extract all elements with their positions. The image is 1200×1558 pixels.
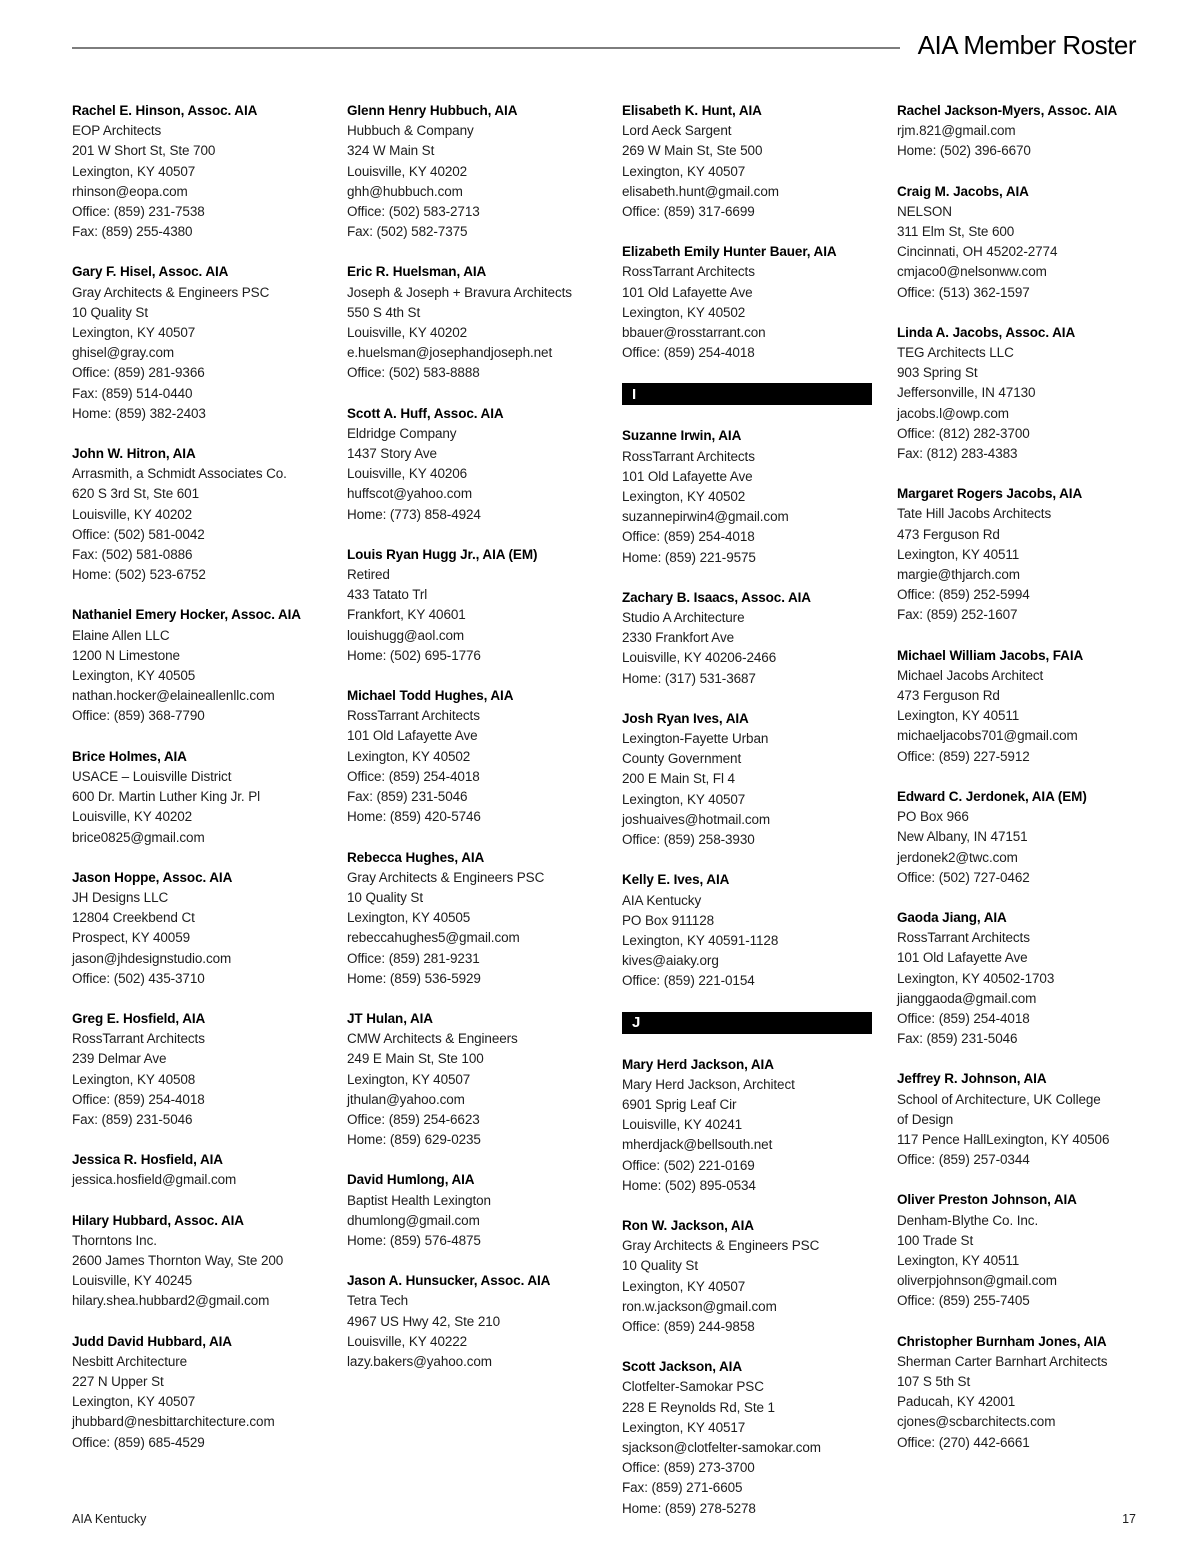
member-detail-line: Office: (859) 227-5912 xyxy=(897,748,1030,764)
member-detail-line: Office: (859) 252-5994 xyxy=(897,587,1030,603)
member-entry xyxy=(72,101,327,242)
member-detail-line: Office: (859) 255-7405 xyxy=(897,1293,1030,1309)
member-name: Judd David Hubbard, AIA xyxy=(72,1333,232,1349)
member-entry xyxy=(347,101,602,242)
member-detail-line: Office: (859) 273-3700 xyxy=(622,1460,755,1476)
member-detail-line: 101 Old Lafayette Ave xyxy=(347,728,478,744)
member-detail-line: 4967 US Hwy 42, Ste 210 xyxy=(347,1313,501,1329)
member-entry xyxy=(622,1055,877,1196)
member-detail-line: 101 Old Lafayette Ave xyxy=(897,950,1028,966)
member-detail-line: 10 Quality St xyxy=(347,889,423,905)
member-detail-line: Prospect, KY 40059 xyxy=(72,930,191,946)
member-name: Jessica R. Hosfield, AIA xyxy=(72,1152,223,1168)
member-entry xyxy=(897,1190,1152,1311)
member-detail-line: Tetra Tech xyxy=(347,1293,409,1309)
member-detail-line: Lexington, KY 40502 xyxy=(622,304,746,320)
member-detail-line: 473 Ferguson Rd xyxy=(897,688,1000,704)
member-detail-line: nathan.hocker@elaineallenllc.com xyxy=(72,688,275,704)
page-header xyxy=(72,30,1136,61)
member-name: Margaret Rogers Jacobs, AIA xyxy=(897,486,1083,502)
section-banner-J xyxy=(622,1012,872,1034)
member-detail-line: huffscot@yahoo.com xyxy=(347,486,472,502)
member-detail-line: 2600 James Thornton Way, Ste 200 xyxy=(72,1252,284,1268)
member-detail-line: ghisel@gray.com xyxy=(72,345,174,361)
member-entry xyxy=(622,101,877,222)
roster-column xyxy=(897,101,1152,1539)
member-detail-line: Clotfelter-Samokar PSC xyxy=(622,1379,764,1395)
member-detail-line: Lord Aeck Sargent xyxy=(622,123,732,139)
member-detail-line: 12804 Creekbend Ct xyxy=(72,910,195,926)
member-detail-line: Louisville, KY 40202 xyxy=(347,163,468,179)
member-name: Greg E. Hosfield, AIA xyxy=(72,1010,206,1026)
member-entry xyxy=(897,101,1152,162)
member-detail-line: Lexington, KY 40507 xyxy=(72,325,196,341)
member-detail-line: Louisville, KY 40241 xyxy=(622,1117,743,1133)
member-name: Gaoda Jiang, AIA xyxy=(897,909,1007,925)
member-name: Rachel E. Hinson, Assoc. AIA xyxy=(72,103,258,118)
member-detail-line: Office: (502) 581-0042 xyxy=(72,526,205,542)
member-detail-line: Louisville, KY 40206 xyxy=(347,466,468,482)
member-detail-line: Office: (859) 281-9231 xyxy=(347,950,480,966)
member-detail-line: cjones@scbarchitects.com xyxy=(897,1414,1056,1430)
member-entry xyxy=(622,709,877,850)
member-detail-line: bbauer@rosstarrant.con xyxy=(622,325,766,341)
member-detail-line: Office: (859) 281-9366 xyxy=(72,365,205,381)
member-name: Suzanne Irwin, AIA xyxy=(622,428,742,444)
member-detail-line: Office: (859) 254-4018 xyxy=(622,529,755,545)
member-detail-line: suzannepirwin4@gmail.com xyxy=(622,509,789,525)
member-detail-line: RossTarrant Architects xyxy=(622,448,755,464)
member-name: Jeffrey R. Johnson, AIA xyxy=(897,1071,1047,1087)
member-detail-line: Fax: (812) 283-4383 xyxy=(897,446,1018,462)
member-detail-line: Lexington, KY 40511 xyxy=(897,546,1020,562)
member-detail-line: 100 Trade St xyxy=(897,1232,974,1248)
member-name: Rebecca Hughes, AIA xyxy=(347,849,485,865)
member-detail-line: AIA Kentucky xyxy=(622,892,702,908)
roster-column xyxy=(622,101,877,1539)
member-entry xyxy=(72,1332,327,1453)
member-detail-line: Fax: (502) 581-0886 xyxy=(72,547,193,563)
member-detail-line: Office: (859) 254-6623 xyxy=(347,1111,480,1127)
member-detail-line: margie@thjarch.com xyxy=(897,567,1020,583)
member-detail-line: Office: (502) 435-3710 xyxy=(72,970,205,986)
roster-column xyxy=(347,101,602,1539)
member-detail-line: Lexington, KY 40507 xyxy=(622,791,746,807)
member-detail-line: Home: (859) 576-4875 xyxy=(347,1232,481,1248)
member-detail-line: jhubbard@nesbittarchitecture.com xyxy=(72,1414,275,1430)
member-detail-line: Lexington, KY 40507 xyxy=(622,163,746,179)
member-detail-line: sjackson@clotfelter-samokar.com xyxy=(622,1439,821,1455)
member-detail-line: Office: (270) 442-6661 xyxy=(897,1434,1030,1450)
member-detail-line: Lexington, KY 40511 xyxy=(897,1252,1020,1268)
member-detail-line: oliverpjohnson@gmail.com xyxy=(897,1273,1057,1289)
member-detail-line: Lexington, KY 40507 xyxy=(72,163,196,179)
member-detail-line: ghh@hubbuch.com xyxy=(347,183,463,199)
member-name: Michael Todd Hughes, AIA xyxy=(347,688,514,704)
member-entry xyxy=(347,686,602,827)
member-detail-line: Office: (502) 583-2713 xyxy=(347,204,480,220)
member-detail-line: cmjaco0@nelsonww.com xyxy=(897,264,1047,280)
member-detail-line: Frankfort, KY 40601 xyxy=(347,607,466,623)
member-detail-line: Fax: (859) 271-6605 xyxy=(622,1480,743,1496)
member-name: Linda A. Jacobs, Assoc. AIA xyxy=(897,324,1076,340)
member-detail-line: kives@aiaky.org xyxy=(622,953,719,969)
member-detail-line: Studio A Architecture xyxy=(622,610,745,626)
member-entry xyxy=(622,242,877,363)
member-entry xyxy=(622,426,877,567)
member-detail-line: Office: (513) 362-1597 xyxy=(897,284,1030,300)
member-entry xyxy=(347,1271,602,1372)
member-entry xyxy=(72,1009,327,1130)
member-detail-line: Office: (812) 282-3700 xyxy=(897,425,1030,441)
member-detail-line: Louisville, KY 40245 xyxy=(72,1273,193,1289)
member-entry xyxy=(897,182,1152,303)
member-entry xyxy=(347,262,602,383)
member-detail-line: Lexington, KY 40502-1703 xyxy=(897,970,1055,986)
member-detail-line: PO Box 911128 xyxy=(622,912,715,928)
member-detail-line: Gray Architects & Engineers PSC xyxy=(622,1238,820,1254)
member-detail-line: PO Box 966 xyxy=(897,809,969,825)
member-name: Craig M. Jacobs, AIA xyxy=(897,183,1029,199)
member-detail-line: louishugg@aol.com xyxy=(347,627,465,643)
member-detail-line: Fax: (859) 231-5046 xyxy=(72,1111,193,1127)
member-detail-line: jthulan@yahoo.com xyxy=(347,1091,465,1107)
member-detail-line: RossTarrant Architects xyxy=(347,708,480,724)
member-detail-line: Jeffersonville, IN 47130 xyxy=(897,385,1036,401)
member-detail-line: 200 E Main St, Fl 4 xyxy=(622,771,735,787)
member-name: David Humlong, AIA xyxy=(347,1172,475,1188)
member-detail-line: 107 S 5th St xyxy=(897,1373,971,1389)
member-detail-line: Fax: (502) 582-7375 xyxy=(347,224,468,240)
member-detail-line: Office: (859) 258-3930 xyxy=(622,832,755,848)
member-entry xyxy=(897,484,1152,625)
member-detail-line: 324 W Main St xyxy=(347,143,435,159)
member-name: Scott A. Huff, Assoc. AIA xyxy=(347,405,504,421)
member-detail-line: hilary.shea.hubbard2@gmail.com xyxy=(72,1293,270,1309)
member-detail-line: Home: (859) 382-2403 xyxy=(72,405,206,421)
member-detail-line: Baptist Health Lexington xyxy=(347,1192,491,1208)
member-detail-line: elisabeth.hunt@gmail.com xyxy=(622,183,779,199)
member-detail-line: 550 S 4th St xyxy=(347,304,421,320)
member-detail-line: RossTarrant Architects xyxy=(72,1031,205,1047)
member-name: Josh Ryan Ives, AIA xyxy=(622,710,749,726)
member-detail-line: Michael Jacobs Architect xyxy=(897,667,1044,683)
member-detail-line: ron.w.jackson@gmail.com xyxy=(622,1298,777,1314)
member-name: Zachary B. Isaacs, Assoc. AIA xyxy=(622,589,811,605)
member-detail-line: Lexington, KY 40507 xyxy=(347,1071,471,1087)
member-name: Mary Herd Jackson, AIA xyxy=(622,1056,774,1072)
member-detail-line: Mary Herd Jackson, Architect xyxy=(622,1076,795,1092)
member-detail-line: 239 Delmar Ave xyxy=(72,1051,167,1067)
member-detail-line: Home: (859) 221-9575 xyxy=(622,549,756,565)
member-detail-line: Home: (502) 695-1776 xyxy=(347,647,481,663)
member-detail-line: Fax: (859) 514-0440 xyxy=(72,385,193,401)
member-name: Edward C. Jerdonek, AIA (EM) xyxy=(897,788,1087,804)
member-detail-line: 10 Quality St xyxy=(72,304,148,320)
member-name: Kelly E. Ives, AIA xyxy=(622,872,730,888)
member-name: Hilary Hubbard, Assoc. AIA xyxy=(72,1212,244,1228)
member-detail-line: Cincinnati, OH 45202-2774 xyxy=(897,244,1058,260)
member-name: Glenn Henry Hubbuch, AIA xyxy=(347,103,518,118)
member-detail-line: jianggaoda@gmail.com xyxy=(897,990,1037,1006)
member-detail-line: Fax: (859) 255-4380 xyxy=(72,224,193,240)
member-detail-line: Office: (502) 727-0462 xyxy=(897,869,1030,885)
member-detail-line: Office: (502) 221-0169 xyxy=(622,1157,755,1173)
member-detail-line: County Government xyxy=(622,751,742,767)
member-detail-line: 10 Quality St xyxy=(622,1258,698,1274)
member-detail-line: Fax: (859) 231-5046 xyxy=(897,1031,1018,1047)
member-name: Ron W. Jackson, AIA xyxy=(622,1217,754,1233)
member-detail-line: Office: (502) 583-8888 xyxy=(347,365,480,381)
member-detail-line: Eldridge Company xyxy=(347,425,457,441)
member-detail-line: Paducah, KY 42001 xyxy=(897,1394,1016,1410)
member-name: Scott Jackson, AIA xyxy=(622,1359,742,1375)
member-detail-line: Home: (773) 858-4924 xyxy=(347,506,481,522)
member-detail-line: Lexington-Fayette Urban xyxy=(622,731,769,747)
member-detail-line: 269 W Main St, Ste 500 xyxy=(622,143,763,159)
member-detail-line: Louisville, KY 40202 xyxy=(347,325,468,341)
member-detail-line: Office: (859) 244-9858 xyxy=(622,1318,755,1334)
header-rule xyxy=(72,47,900,49)
member-detail-line: Arrasmith, a Schmidt Associates Co. xyxy=(72,466,287,482)
member-detail-line: e.huelsman@josephandjoseph.net xyxy=(347,345,553,361)
member-entry xyxy=(347,848,602,989)
member-detail-line: Office: (859) 231-7538 xyxy=(72,204,205,220)
member-detail-line: brice0825@gmail.com xyxy=(72,829,205,845)
member-entry xyxy=(347,545,602,666)
member-detail-line: NELSON xyxy=(897,203,952,219)
member-detail-line: 1200 N Limestone xyxy=(72,647,180,663)
member-name: Gary F. Hisel, Assoc. AIA xyxy=(72,264,229,280)
member-name: Oliver Preston Johnson, AIA xyxy=(897,1192,1077,1208)
member-detail-line: jason@jhdesignstudio.com xyxy=(72,950,232,966)
member-name: Christopher Burnham Jones, AIA xyxy=(897,1333,1107,1349)
page-number: 17 xyxy=(1122,1512,1136,1526)
member-name: John W. Hitron, AIA xyxy=(72,446,196,462)
member-detail-line: Lexington, KY 40507 xyxy=(622,1278,746,1294)
member-detail-line: 101 Old Lafayette Ave xyxy=(622,284,753,300)
member-detail-line: Office: (859) 254-4018 xyxy=(622,345,755,361)
member-detail-line: Home: (502) 396-6670 xyxy=(897,143,1031,159)
member-detail-line: Office: (859) 254-4018 xyxy=(897,1010,1030,1026)
member-detail-line: Louisville, KY 40202 xyxy=(72,809,193,825)
member-detail-line: 433 Tatato Trl xyxy=(347,587,428,603)
member-name: Jason A. Hunsucker, Assoc. AIA xyxy=(347,1273,551,1289)
member-detail-line: lazy.bakers@yahoo.com xyxy=(347,1353,492,1369)
member-detail-line: Retired xyxy=(347,567,390,583)
member-detail-line: School of Architecture, UK College xyxy=(897,1091,1101,1107)
member-detail-line: CMW Architects & Engineers xyxy=(347,1031,518,1047)
member-detail-line: Office: (859) 685-4529 xyxy=(72,1434,205,1450)
member-detail-line: Lexington, KY 40502 xyxy=(347,748,471,764)
member-entry xyxy=(72,262,327,424)
member-name: Rachel Jackson-Myers, Assoc. AIA xyxy=(897,103,1118,118)
member-detail-line: of Design xyxy=(897,1111,954,1127)
roster-columns xyxy=(72,101,1152,1539)
member-name: Nathaniel Emery Hocker, Assoc. AIA xyxy=(72,607,301,623)
member-detail-line: Lexington, KY 40507 xyxy=(72,1394,196,1410)
member-detail-line: Home: (859) 420-5746 xyxy=(347,809,481,825)
member-entry xyxy=(347,404,602,525)
section-letter: J xyxy=(632,1014,641,1032)
member-detail-line: 201 W Short St, Ste 700 xyxy=(72,143,216,159)
member-detail-line: dhumlong@gmail.com xyxy=(347,1212,480,1228)
member-detail-line: Louisville, KY 40222 xyxy=(347,1333,468,1349)
member-entry xyxy=(622,1216,877,1337)
member-detail-line: rjm.821@gmail.com xyxy=(897,123,1016,139)
member-detail-line: rebeccahughes5@gmail.com xyxy=(347,930,520,946)
member-detail-line: RossTarrant Architects xyxy=(897,930,1030,946)
member-detail-line: 903 Spring St xyxy=(897,365,978,381)
member-name: Jason Hoppe, Assoc. AIA xyxy=(72,869,233,885)
member-detail-line: joshuaives@hotmail.com xyxy=(622,811,771,827)
member-detail-line: Office: (859) 368-7790 xyxy=(72,708,205,724)
member-detail-line: Tate Hill Jacobs Architects xyxy=(897,506,1052,522)
page-title: AIA Member Roster xyxy=(917,30,1136,60)
member-detail-line: jacobs.l@owp.com xyxy=(897,405,1009,421)
member-detail-line: Thorntons Inc. xyxy=(72,1232,157,1248)
member-detail-line: 311 Elm St, Ste 600 xyxy=(897,224,1015,240)
member-detail-line: Denham-Blythe Co. Inc. xyxy=(897,1212,1039,1228)
member-entry xyxy=(72,1150,327,1190)
member-name: JT Hulan, AIA xyxy=(347,1010,433,1026)
member-detail-line: USACE – Louisville District xyxy=(72,768,232,784)
member-detail-line: Hubbuch & Company xyxy=(347,123,474,139)
member-detail-line: Office: (859) 257-0344 xyxy=(897,1152,1030,1168)
member-detail-line: Office: (859) 221-0154 xyxy=(622,973,755,989)
member-entry xyxy=(897,1332,1152,1453)
member-name: Elizabeth Emily Hunter Bauer, AIA xyxy=(622,244,837,260)
member-detail-line: jessica.hosfield@gmail.com xyxy=(72,1172,237,1188)
member-detail-line: Elaine Allen LLC xyxy=(72,627,170,643)
member-detail-line: Gray Architects & Engineers PSC xyxy=(72,284,270,300)
member-detail-line: Lexington, KY 40505 xyxy=(72,668,196,684)
member-entry xyxy=(897,1069,1152,1170)
member-entry xyxy=(347,1009,602,1150)
member-detail-line: Louisville, KY 40206-2466 xyxy=(622,650,777,666)
member-detail-line: Nesbitt Architecture xyxy=(72,1353,188,1369)
member-detail-line: 101 Old Lafayette Ave xyxy=(622,468,753,484)
member-detail-line: 473 Ferguson Rd xyxy=(897,526,1000,542)
member-detail-line: 228 E Reynolds Rd, Ste 1 xyxy=(622,1399,775,1415)
member-entry xyxy=(897,787,1152,888)
member-detail-line: 117 Pence HallLexington, KY 40506 xyxy=(897,1131,1110,1147)
member-entry xyxy=(622,1357,877,1519)
member-detail-line: Lexington, KY 40517 xyxy=(622,1419,746,1435)
member-detail-line: michaeljacobs701@gmail.com xyxy=(897,728,1078,744)
member-detail-line: New Albany, IN 47151 xyxy=(897,829,1028,845)
roster-column xyxy=(72,101,327,1539)
member-detail-line: rhinson@eopa.com xyxy=(72,183,188,199)
member-detail-line: RossTarrant Architects xyxy=(622,264,755,280)
member-detail-line: Lexington, KY 40511 xyxy=(897,708,1020,724)
member-entry xyxy=(347,1170,602,1251)
member-detail-line: Home: (859) 629-0235 xyxy=(347,1132,481,1148)
member-name: Brice Holmes, AIA xyxy=(72,748,187,764)
member-detail-line: 6901 Sprig Leaf Cir xyxy=(622,1096,737,1112)
member-entry xyxy=(897,908,1152,1049)
section-banner-I xyxy=(622,383,872,405)
member-detail-line: Home: (502) 895-0534 xyxy=(622,1177,756,1193)
member-detail-line: Home: (317) 531-3687 xyxy=(622,670,756,686)
member-detail-line: Office: (859) 254-4018 xyxy=(72,1091,205,1107)
member-entry xyxy=(622,588,877,689)
footer-publication-label: AIA Kentucky xyxy=(72,1512,147,1526)
member-entry xyxy=(72,605,327,726)
member-entry xyxy=(897,646,1152,767)
member-detail-line: Office: (859) 317-6699 xyxy=(622,204,755,220)
member-entry xyxy=(72,1211,327,1312)
section-letter: I xyxy=(632,385,637,403)
member-detail-line: Home: (859) 536-5929 xyxy=(347,970,481,986)
member-detail-line: 249 E Main St, Ste 100 xyxy=(347,1051,484,1067)
member-detail-line: Sherman Carter Barnhart Architects xyxy=(897,1353,1108,1369)
member-detail-line: Lexington, KY 40591-1128 xyxy=(622,932,779,948)
member-detail-line: Lexington, KY 40505 xyxy=(347,910,471,926)
page-footer xyxy=(72,1512,1136,1526)
member-detail-line: Fax: (859) 231-5046 xyxy=(347,789,468,805)
member-detail-line: 620 S 3rd St, Ste 601 xyxy=(72,486,199,502)
member-detail-line: mherdjack@bellsouth.net xyxy=(622,1137,773,1153)
member-detail-line: Home: (502) 523-6752 xyxy=(72,567,206,583)
member-detail-line: Lexington, KY 40508 xyxy=(72,1071,196,1087)
member-detail-line: Office: (859) 254-4018 xyxy=(347,768,480,784)
member-name: Eric R. Huelsman, AIA xyxy=(347,264,487,280)
member-detail-line: Louisville, KY 40202 xyxy=(72,506,193,522)
member-detail-line: Joseph & Joseph + Bravura Architects xyxy=(347,284,572,300)
member-detail-line: EOP Architects xyxy=(72,123,162,139)
member-detail-line: Gray Architects & Engineers PSC xyxy=(347,869,545,885)
member-detail-line: TEG Architects LLC xyxy=(897,345,1014,361)
member-name: Louis Ryan Hugg Jr., AIA (EM) xyxy=(347,546,538,562)
member-entry xyxy=(622,870,877,991)
member-detail-line: Home: (859) 278-5278 xyxy=(622,1500,756,1516)
member-detail-line: 1437 Story Ave xyxy=(347,446,437,462)
member-entry xyxy=(72,868,327,989)
member-detail-line: JH Designs LLC xyxy=(72,889,169,905)
member-entry xyxy=(72,747,327,848)
member-detail-line: 600 Dr. Martin Luther King Jr. Pl xyxy=(72,789,261,805)
member-detail-line: 227 N Upper St xyxy=(72,1373,164,1389)
member-detail-line: jerdonek2@twc.com xyxy=(897,849,1018,865)
member-detail-line: 2330 Frankfort Ave xyxy=(622,630,735,646)
member-entry xyxy=(72,444,327,585)
member-name: Elisabeth K. Hunt, AIA xyxy=(622,103,762,118)
member-entry xyxy=(897,323,1152,464)
member-name: Michael William Jacobs, FAIA xyxy=(897,647,1084,663)
member-detail-line: Lexington, KY 40502 xyxy=(622,489,746,505)
member-detail-line: Fax: (859) 252-1607 xyxy=(897,607,1018,623)
